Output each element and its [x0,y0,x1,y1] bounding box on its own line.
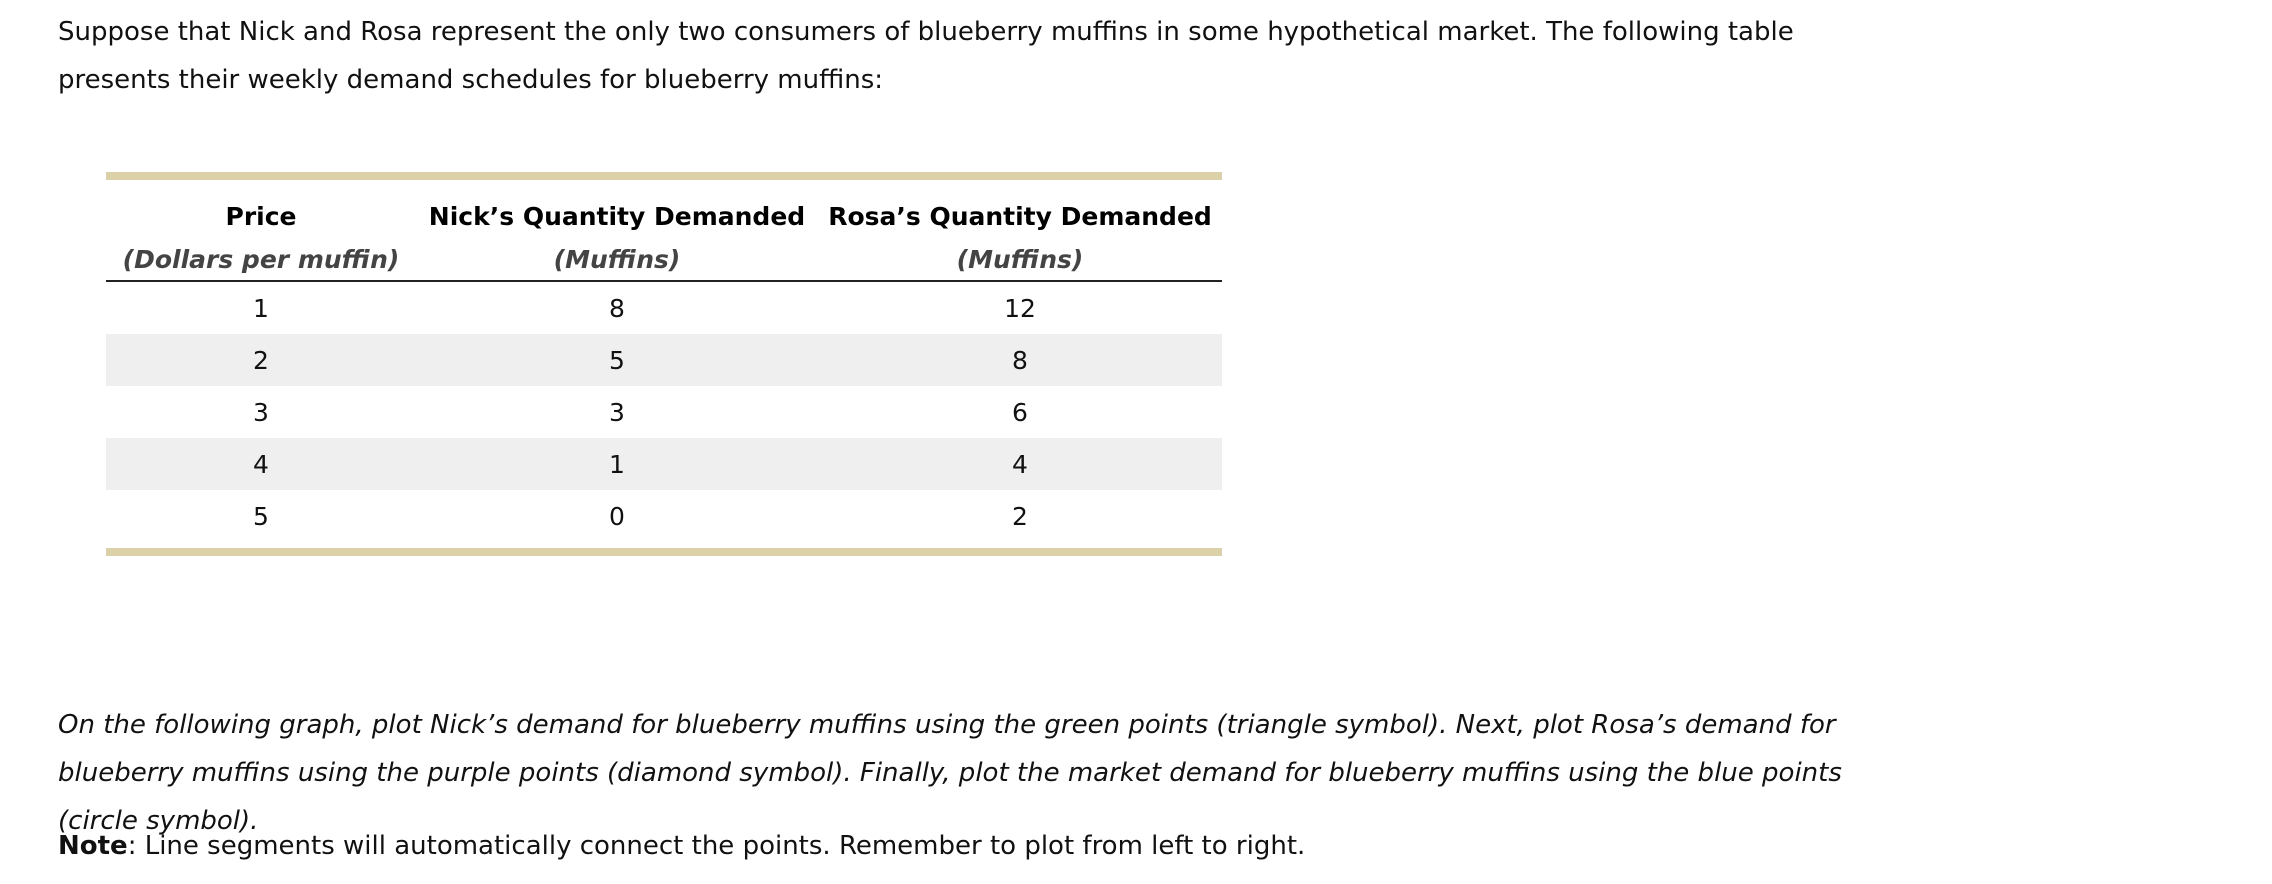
note-label: Note [58,831,128,861]
header-rosa-quantity: Rosa’s Quantity Demanded [828,201,1212,231]
note-text: : Line segments will automatically connect the points. Remember to plot from left to right. [127,831,1306,861]
nick-quantity-cell: 3 [609,397,625,427]
rosa-quantity-cell: 8 [818,334,1222,386]
price-cell: 2 [106,334,416,386]
rosa-quantity-cell: 6 [1012,397,1028,427]
nick-quantity-cell: 8 [609,293,625,323]
nick-quantity-cell: 1 [416,438,818,490]
table-row [106,438,1222,490]
price-cell: 5 [253,501,269,531]
table-row [106,334,1222,386]
table-row [106,490,1222,542]
header-nick-unit: (Muffins) [416,238,818,281]
price-cell: 1 [253,293,269,323]
header-rosa-unit: (Muffins) [818,238,1222,281]
rosa-quantity-cell: 12 [1004,293,1036,323]
price-cell: 4 [106,438,416,490]
demand-schedule-table [106,172,1222,556]
note-paragraph [58,822,1918,870]
rosa-quantity-cell: 2 [1012,501,1028,531]
instructions-paragraph: On the following graph, plot Nick’s demand for blueberry muffins using the green points (triangle symbol). Next, plot Rosa’s demand for blueberry muffins using the purple points (diamond symbol). Finally, plot the market demand for blueberry muffins using the blue points (circle symbol). [58,710,1842,836]
header-nick-quantity: Nick’s Quantity Demanded [428,201,806,231]
table-row [106,281,1222,334]
rosa-quantity-cell: 4 [818,438,1222,490]
nick-quantity-cell: 0 [609,501,625,531]
header-price-unit: (Dollars per muffin) [106,238,416,281]
header-price: Price [225,201,297,231]
intro-paragraph: Suppose that Nick and Rosa represent the only two consumers of blueberry muffins in some hypothetical market. The following table presents their weekly demand schedules for blueberry muffins: [58,17,1794,95]
nick-quantity-cell: 5 [416,334,818,386]
price-cell: 3 [253,397,269,427]
table-bottom-rule [106,548,1222,556]
table-row [106,386,1222,438]
table-top-rule [106,172,1222,180]
